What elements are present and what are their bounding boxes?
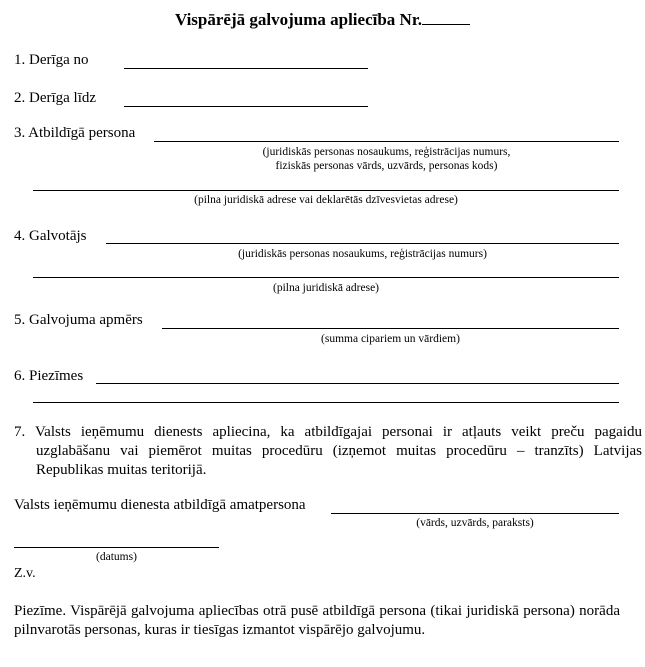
guarantor-label: 4. Galvotājs [14, 228, 87, 244]
valid-from-line[interactable] [124, 68, 368, 69]
notes-line-2[interactable] [33, 402, 619, 403]
official-caption: (vārds, uzvārds, paraksts) [416, 517, 534, 529]
responsible-address-line[interactable] [33, 190, 619, 191]
notes-label: 6. Piezīmes [14, 368, 84, 384]
responsible-address-caption: (pilna juridiskā adrese vai deklarētās dzīvesvietas adrese) [194, 194, 458, 206]
guarantor-address-line[interactable] [33, 277, 619, 278]
title-text: Vispārējā galvojuma apliecība Nr. [174, 10, 423, 29]
seal-mark: Z.v. [14, 566, 36, 581]
responsible-caption-2: fiziskās personas vārds, uzvārds, personas kods) [275, 160, 498, 172]
responsible-caption-1: (juridiskās personas nosaukums, reģistrācijas numurs, [262, 146, 511, 158]
guarantor-caption: (juridiskās personas nosaukums, reģistrācijas numurs) [238, 248, 487, 260]
valid-until-line[interactable] [124, 106, 368, 107]
guarantor-line[interactable] [106, 243, 619, 244]
date-caption: (datums) [96, 551, 137, 563]
valid-until-label: 2. Derīga līdz [14, 90, 97, 106]
responsible-person-line[interactable] [154, 141, 619, 142]
amount-line[interactable] [162, 328, 619, 329]
date-line[interactable] [14, 547, 219, 548]
responsible-person-label: 3. Atbildīgā persona [14, 125, 136, 141]
guarantor-address-caption: (pilna juridiskā adrese) [272, 282, 379, 294]
valid-from-label: 1. Derīga no [14, 52, 89, 68]
footnote-paragraph: Piezīme. Vispārējā galvojuma apliecības otrā pusē atbildīgā persona (tikai juridiskā persona) norāda pilnvarotās personas, kuras ir tiesīgas izmantot vispārējo galvojumu. [14, 603, 620, 638]
document-title [0, 10, 645, 30]
statement-paragraph: 7. Valsts ieņēmumu dienests apliecina, ka atbildīgajai personai ir atļauts veikt preču pagaidu uzglabāšanu vai piemērot muitas procedūru (izņemot muitas procedūru – tranzīts) Latvijas Republikas muitas teritorijā. [14, 424, 642, 478]
notes-line-1[interactable] [96, 383, 619, 384]
official-label: Valsts ieņēmumu dienesta atbildīgā amatpersona [14, 497, 306, 513]
official-line[interactable] [331, 513, 619, 514]
amount-label: 5. Galvojuma apmērs [14, 312, 143, 328]
number-blank[interactable] [422, 10, 470, 25]
amount-caption: (summa cipariem un vārdiem) [321, 333, 460, 345]
